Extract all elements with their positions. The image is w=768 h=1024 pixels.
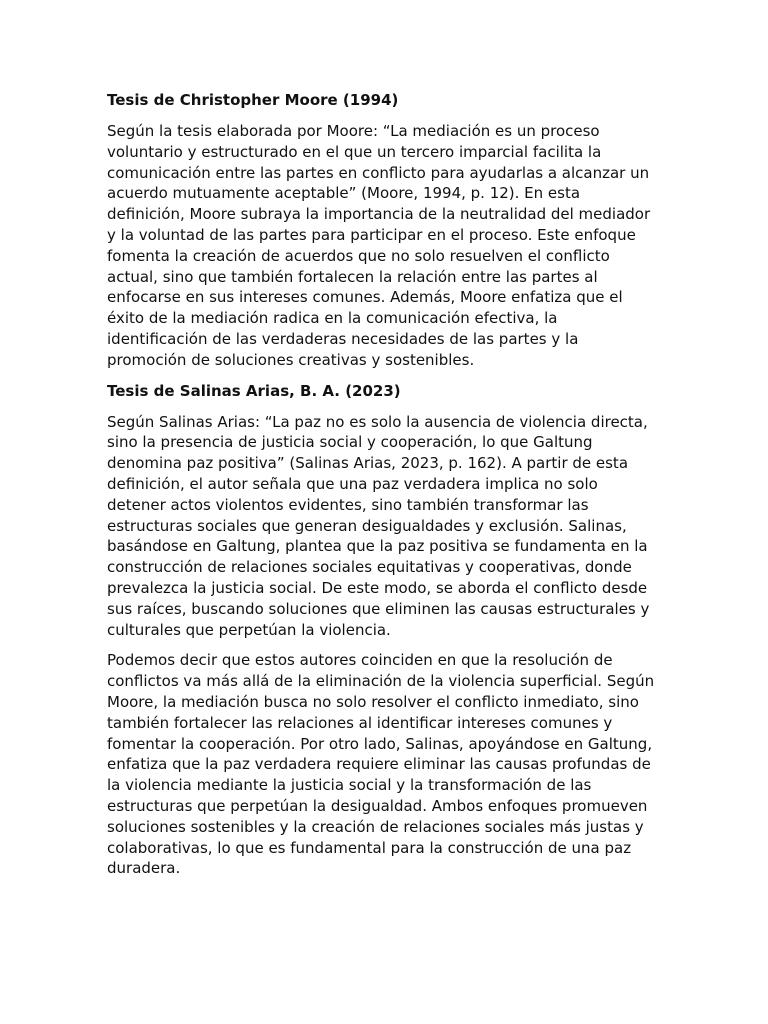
text-line: culturales que perpetúan la violencia. (107, 620, 391, 639)
text-line: Moore, la mediación busca no solo resolver el conflicto inmediato, sino (107, 692, 639, 711)
paragraph-salinas (107, 412, 667, 641)
text-line: la violencia mediante la justicia social y la transformación de las (107, 776, 592, 795)
section-heading-salinas: Tesis de Salinas Arias, B. A. (2023) (107, 381, 401, 400)
text-line: basándose en Galtung, plantea que la paz positiva se fundamenta en la (107, 537, 648, 556)
text-line: denomina paz positiva” (Salinas Arias, 2023, p. 162). A partir de esta (107, 454, 629, 473)
text-line: Según la tesis elaborada por Moore: “La mediación es un proceso (107, 122, 600, 140)
text-line: detener actos violentos evidentes, sino también transformar las (107, 495, 589, 514)
paragraph-conclusion (107, 650, 667, 879)
text-line: soluciones sostenibles y la creación de relaciones sociales más justas y (107, 817, 644, 836)
text-line: fomentar la cooperación. Por otro lado, Salinas, apoyándose en Galtung, (107, 734, 653, 753)
text-line: y la voluntad de las partes para participar en el proceso. Este enfoque (107, 225, 636, 244)
text-line: Podemos decir que estos autores coinciden en que la resolución de (107, 651, 613, 670)
text-line: también fortalecer las relaciones al identificar intereses comunes y (107, 713, 613, 732)
text-line: enfatiza que la paz verdadera requiere eliminar las causas profundas de (107, 755, 651, 774)
text-line: sus raíces, buscando soluciones que eliminen las causas estructurales y (107, 599, 650, 618)
text-line: sino la presencia de justicia social y cooperación, lo que Galtung (107, 433, 593, 452)
text-line: actual, sino que también fortalecen la relación entre las partes al (107, 267, 598, 286)
text-line: colaborativas, lo que es fundamental para la construcción de una paz (107, 838, 632, 857)
text-line: éxito de la mediación radica en la comunicación efectiva, la (107, 309, 558, 328)
text-line: identificación de las verdaderas necesidades de las partes y la (107, 329, 579, 348)
section-heading-moore: Tesis de Christopher Moore (1994) (107, 91, 399, 109)
text-line: definición, el autor señala que una paz verdadera implica no solo (107, 474, 598, 493)
text-line: acuerdo mutuamente aceptable” (Moore, 1994, p. 12). En esta (107, 184, 581, 203)
text-line: definición, Moore subraya la importancia de la neutralidad del mediador (107, 205, 651, 224)
text-line: promoción de soluciones creativas y sostenibles. (107, 350, 475, 369)
text-line: fomenta la creación de acuerdos que no solo resuelven el conflicto (107, 246, 610, 265)
text-line: enfocarse en sus intereses comunes. Además, Moore enfatiza que el (107, 288, 623, 307)
text-line: estructuras que perpetúan la desigualdad. Ambos enfoques promueven (107, 796, 648, 815)
paragraph-moore (107, 121, 667, 371)
text-line: construcción de relaciones sociales equitativas y cooperativas, donde (107, 558, 632, 577)
text-line: estructuras sociales que generan desigualdades y exclusión. Salinas, (107, 516, 627, 535)
text-line: voluntario y estructurado en el que un tercero imparcial facilita la (107, 142, 602, 161)
text-line: conflictos va más allá de la eliminación de la violencia superficial. Según (107, 672, 655, 691)
text-line: comunicación entre las partes en conflicto para ayudarlas a alcanzar un (107, 163, 650, 182)
text-line: duradera. (107, 859, 181, 878)
document-page (107, 90, 667, 889)
text-line: Según Salinas Arias: “La paz no es solo la ausencia de violencia directa, (107, 412, 648, 431)
text-line: prevalezca la justicia social. De este modo, se aborda el conflicto desde (107, 578, 648, 597)
